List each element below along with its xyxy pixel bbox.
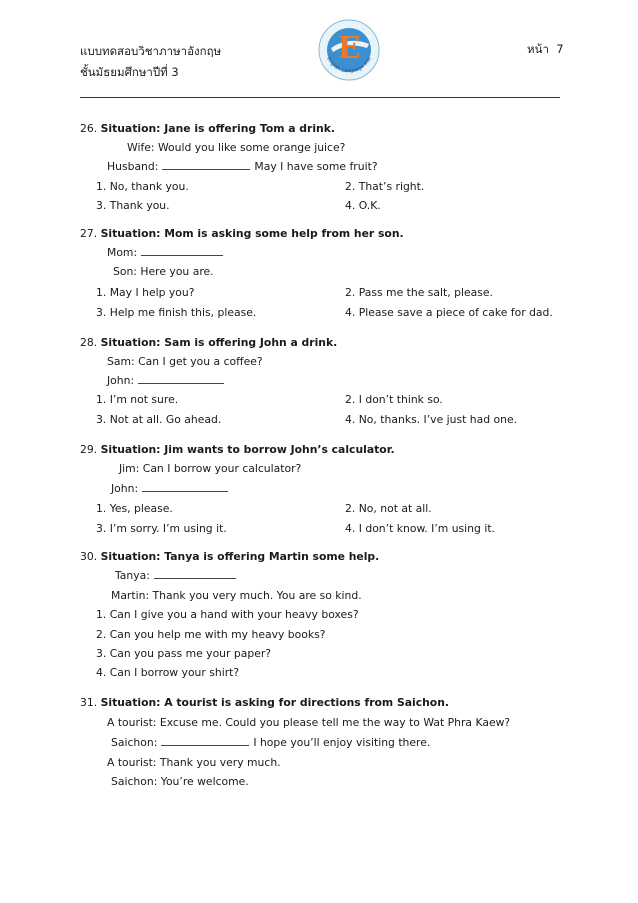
option: 3. Thank you. (96, 199, 170, 212)
question-number: 28. (80, 336, 98, 349)
situation: Situation: Sam is offering John a drink. (100, 336, 338, 349)
speaker: Son: (113, 265, 137, 278)
question-number: 31. (80, 696, 98, 709)
dialogue-text: Excuse me. Could you please tell me the way to Wat Phra Kaew? (159, 716, 511, 729)
option: 2. Pass me the salt, please. (345, 286, 493, 299)
answer-blank[interactable] (141, 246, 223, 256)
option: 2. No, not at all. (345, 502, 432, 515)
option: 4. Can I borrow your shirt? (96, 666, 240, 679)
option: 3. Not at all. Go ahead. (96, 413, 222, 426)
option: 1. Can I give you a hand with your heavy boxes? (96, 608, 359, 621)
institute-logo (317, 18, 381, 82)
dialogue-text: May I have some fruit? (254, 160, 378, 173)
situation: Situation: Jim wants to borrow John’s calculator. (100, 443, 395, 456)
speaker: Jim: (119, 462, 140, 475)
question-number: 29. (80, 443, 98, 456)
dialogue-text: Would you like some orange juice? (157, 141, 346, 154)
option: 4. Please save a piece of cake for dad. (345, 306, 553, 319)
speaker: Saichon: (111, 736, 158, 749)
option: 1. Yes, please. (96, 502, 173, 515)
option: 2. That’s right. (345, 180, 425, 193)
situation: Situation: Tanya is offering Martin some help. (100, 550, 380, 563)
dialogue-text: Thank you very much. (159, 756, 281, 769)
test-title: แบบทดสอบวิชาภาษาอังกฤษ (80, 44, 222, 58)
speaker: A tourist: (107, 716, 157, 729)
dialogue-text: Thank you very much. You are so kind. (152, 589, 362, 602)
dialogue-text: Can I get you a coffee? (138, 355, 263, 368)
speaker: John: (111, 482, 139, 495)
option: 1. May I help you? (96, 286, 195, 299)
dialogue-text: I hope you’ll enjoy visiting there. (253, 736, 431, 749)
page-label: หน้า (527, 42, 549, 56)
dialogue-text: Can I borrow your calculator? (142, 462, 302, 475)
option: 1. No, thank you. (96, 180, 189, 193)
speaker: Husband: (107, 160, 159, 173)
speaker: John: (107, 374, 135, 387)
speaker: Wife: (127, 141, 155, 154)
option: 4. O.K. (345, 199, 381, 212)
situation: Situation: Mom is asking some help from her son. (100, 227, 404, 240)
situation: Situation: A tourist is asking for directions from Saichon. (100, 696, 449, 709)
option: 1. I’m not sure. (96, 393, 179, 406)
question-number: 27. (80, 227, 98, 240)
answer-blank[interactable] (161, 736, 249, 746)
dialogue-text: Here you are. (140, 265, 214, 278)
speaker: Martin: (111, 589, 150, 602)
question-number: 26. (80, 122, 98, 135)
speaker: A tourist: (107, 756, 157, 769)
page-number: 7 (556, 42, 564, 56)
option: 3. Help me finish this, please. (96, 306, 257, 319)
header-left (80, 41, 221, 83)
answer-blank[interactable] (154, 569, 236, 579)
option: 2. Can you help me with my heavy books? (96, 628, 326, 641)
option: 3. I’m sorry. I’m using it. (96, 522, 227, 535)
speaker: Mom: (107, 246, 138, 259)
speaker: Tanya: (115, 569, 150, 582)
answer-blank[interactable] (162, 160, 250, 170)
header-divider (80, 97, 560, 98)
speaker: Saichon: (111, 775, 158, 788)
answer-blank[interactable] (138, 374, 224, 384)
option: 4. I don’t know. I’m using it. (345, 522, 495, 535)
option: 2. I don’t think so. (345, 393, 443, 406)
option: 4. No, thanks. I’ve just had one. (345, 413, 518, 426)
page-number-label (527, 41, 564, 59)
logo-caption: English Language Inst (325, 56, 373, 75)
speaker: Sam: (107, 355, 135, 368)
question-number: 30. (80, 550, 98, 563)
option: 3. Can you pass me your paper? (96, 647, 272, 660)
logo-letter: E (337, 31, 361, 66)
situation: Situation: Jane is offering Tom a drink. (100, 122, 336, 135)
dialogue-text: You’re welcome. (160, 775, 249, 788)
answer-blank[interactable] (142, 482, 228, 492)
grade-level: ชั้นมัธยมศึกษาปีที่ 3 (80, 65, 179, 79)
